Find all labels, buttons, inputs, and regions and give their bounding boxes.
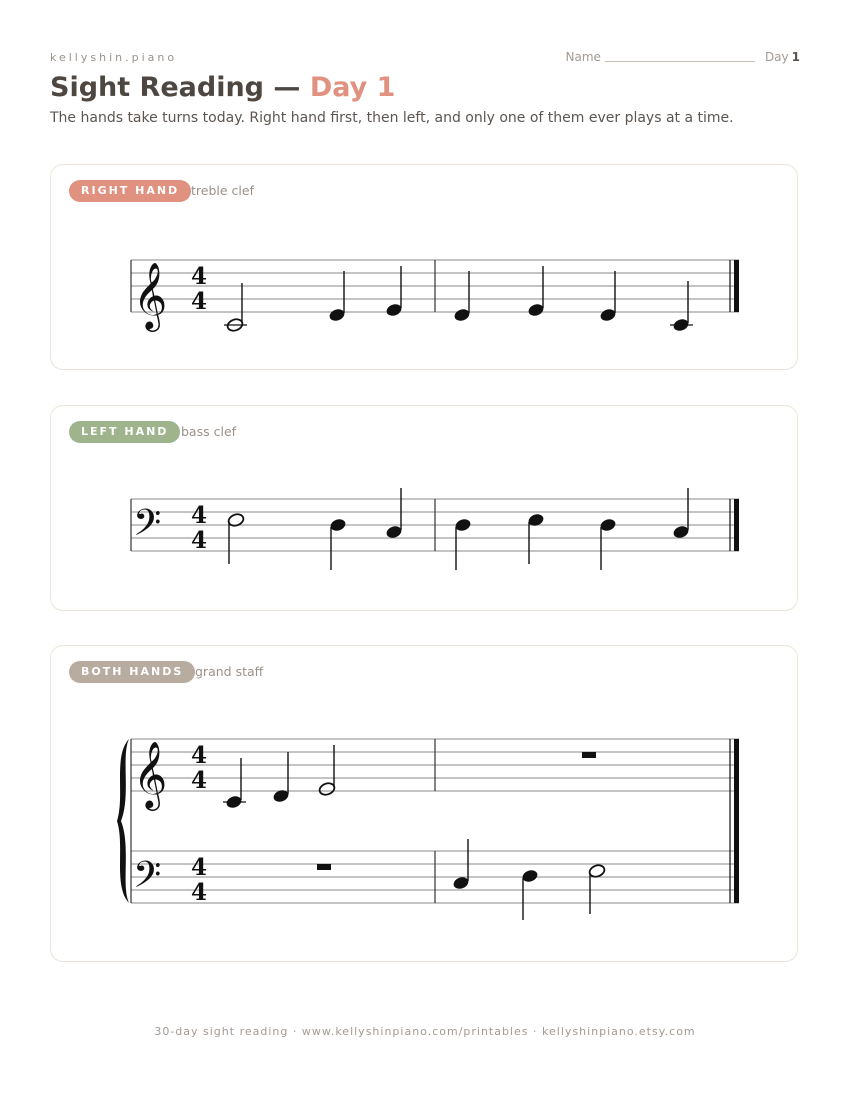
note-quarter bbox=[225, 794, 243, 809]
note-quarter bbox=[385, 302, 403, 317]
note-half bbox=[588, 863, 606, 878]
right-hand-card bbox=[50, 164, 798, 370]
bass-clef-icon: 𝄢 bbox=[133, 854, 162, 905]
right-hand-staff bbox=[51, 165, 799, 371]
bass-clef-icon: 𝄢 bbox=[133, 502, 162, 553]
note-quarter bbox=[527, 302, 545, 317]
page-title bbox=[50, 72, 395, 103]
grand-staff bbox=[51, 646, 799, 963]
note-quarter bbox=[452, 875, 470, 890]
name-label: Name bbox=[565, 50, 601, 64]
brace-icon bbox=[117, 739, 129, 903]
both-hands-card bbox=[50, 645, 798, 962]
note-quarter bbox=[454, 517, 472, 532]
time-sig-bottom: 4 bbox=[191, 527, 208, 554]
note-quarter bbox=[385, 524, 403, 539]
treble-clef-icon: 𝄞 bbox=[133, 261, 168, 329]
svg-text:4: 4 bbox=[191, 742, 208, 769]
svg-text:4: 4 bbox=[191, 854, 208, 881]
note-quarter bbox=[672, 524, 690, 539]
right-hand-badge: RIGHT HAND bbox=[69, 180, 191, 202]
note-quarter bbox=[672, 317, 690, 332]
treble-clef-label: treble clef bbox=[191, 183, 254, 198]
brand-name: kellyshin.piano bbox=[50, 51, 178, 64]
day-label: Day bbox=[764, 50, 789, 64]
note-quarter bbox=[329, 517, 347, 532]
title-main: Sight Reading — bbox=[50, 72, 310, 103]
note-quarter bbox=[453, 307, 471, 322]
left-hand-badge: LEFT HAND bbox=[69, 421, 180, 443]
whole-rest bbox=[582, 752, 596, 758]
bass-clef-label: bass clef bbox=[181, 424, 237, 439]
note-half bbox=[318, 781, 336, 796]
both-hands-badge: BOTH HANDS bbox=[69, 661, 195, 683]
time-sig-top: 4 bbox=[191, 502, 208, 529]
name-day-row bbox=[566, 50, 800, 64]
title-accent: Day 1 bbox=[309, 72, 396, 103]
time-sig-bottom: 4 bbox=[191, 288, 208, 315]
grand-staff-label: grand staff bbox=[195, 664, 264, 679]
footer-text: 30-day sight reading · www.kellyshinpiano.com/printables · kellyshinpiano.etsy.com bbox=[154, 1025, 696, 1038]
note-quarter bbox=[599, 517, 617, 532]
note-quarter bbox=[328, 307, 346, 322]
left-hand-staff bbox=[51, 406, 799, 612]
svg-text:4: 4 bbox=[191, 879, 208, 906]
time-sig-top: 4 bbox=[191, 263, 208, 290]
name-field-line[interactable] bbox=[605, 60, 755, 62]
note-quarter bbox=[599, 307, 617, 322]
treble-clef-icon: 𝄞 bbox=[133, 740, 168, 808]
whole-rest bbox=[317, 864, 331, 870]
day-number: 1 bbox=[791, 50, 800, 64]
note-quarter bbox=[521, 868, 539, 883]
left-hand-card bbox=[50, 405, 798, 611]
svg-text:4: 4 bbox=[191, 767, 208, 794]
page-subtitle: The hands take turns today. Right hand first, then left, and only one of them ever plays at a time. bbox=[50, 110, 734, 126]
